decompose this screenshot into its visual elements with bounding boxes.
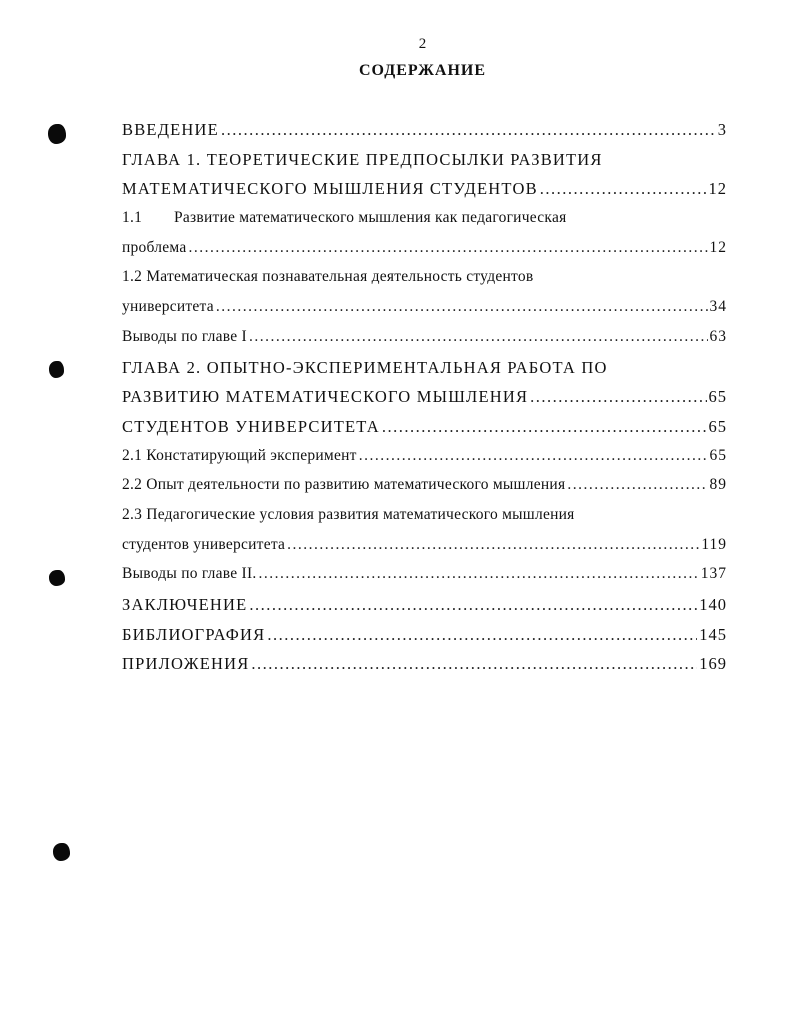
toc-entry-section-1-1-cont[interactable]: [122, 239, 727, 269]
toc-entry-text: ВВЕДЕНИЕ: [122, 120, 219, 139]
toc-page-number: 65: [709, 446, 727, 464]
toc-entry-text: Выводы по главе I: [122, 327, 247, 345]
toc-page-number: 12: [709, 238, 727, 256]
toc-page-number: 169: [699, 654, 727, 674]
toc-entry-chapter-1-cont[interactable]: [122, 179, 727, 209]
toc-entry-text: СТУДЕНТОВ УНИВЕРСИТЕТА: [122, 416, 380, 436]
leader-dots: [540, 179, 707, 199]
leader-dots: [221, 120, 716, 140]
toc-entry-text: 2.3 Педагогические условия развития математического мышления: [122, 505, 575, 523]
leader-dots: [267, 625, 697, 645]
toc-entry-conclusions-2[interactable]: [122, 565, 727, 595]
toc-entry-text: университета: [122, 298, 214, 316]
leader-dots: [249, 595, 697, 615]
toc-page-number: 140: [699, 595, 727, 614]
page-title: СОДЕРЖАНИЕ: [358, 62, 487, 79]
toc-entry-text: ЗАКЛЮЧЕНИЕ: [122, 595, 248, 614]
toc-entry-chapter-2-cont[interactable]: [122, 387, 727, 417]
toc-page-number: 3: [717, 120, 727, 139]
toc-entry-text: проблема: [122, 238, 187, 256]
hole-punch-mark: [53, 843, 70, 861]
hole-punch-mark: [48, 124, 66, 144]
toc-entry-introduction[interactable]: [122, 120, 727, 150]
toc-entry-section-2-3[interactable]: [122, 506, 727, 536]
toc-entry-text: РАЗВИТИЮ МАТЕМАТИЧЕСКОГО МЫШЛЕНИЯ: [122, 387, 529, 407]
toc-entry-text: БИБЛИОГРАФИЯ: [122, 624, 266, 644]
toc-page-number: 89: [709, 476, 727, 494]
leader-dots: [567, 476, 707, 494]
toc-entry-conclusion[interactable]: [122, 595, 727, 625]
toc-entry-section-1-2-cont[interactable]: [122, 298, 727, 328]
toc-page-number: 137: [700, 565, 727, 583]
toc-entry-section-2-1[interactable]: [122, 447, 727, 477]
toc-entry-section-2-3-cont[interactable]: [122, 536, 727, 566]
hole-punch-mark: [49, 361, 64, 378]
toc-entry-text: ПРИЛОЖЕНИЯ: [122, 654, 250, 674]
leader-dots: [382, 417, 707, 437]
toc-entry-chapter-2[interactable]: [122, 358, 727, 388]
leader-dots: [251, 654, 697, 674]
toc-entry-text: студентов университета: [122, 535, 286, 553]
toc-page-number: 34: [709, 298, 727, 316]
page-number: 2: [418, 36, 427, 52]
leader-dots: [216, 298, 708, 316]
toc-entry-text: 2.2 Опыт деятельности по развитию математического мышления: [122, 476, 566, 494]
toc-entry-section-1-2[interactable]: [122, 268, 727, 298]
leader-dots: [530, 387, 706, 407]
leader-dots: [359, 447, 708, 465]
toc-entry-appendices[interactable]: [122, 654, 727, 684]
toc-entry-text: ГЛАВА 2. ОПЫТНО-ЭКСПЕРИМЕНТАЛЬНАЯ РАБОТА ПО: [122, 357, 608, 377]
toc-entry-text: 2.1 Констатирующий эксперимент: [122, 446, 357, 464]
toc-section-number: 1.1: [122, 209, 143, 227]
leader-dots: [258, 565, 698, 583]
leader-dots: [287, 536, 699, 554]
leader-dots: [189, 239, 708, 257]
toc-entry-text: МАТЕМАТИЧЕСКОГО МЫШЛЕНИЯ СТУДЕНТОВ: [122, 179, 538, 199]
toc-entry-section-2-2[interactable]: [122, 476, 727, 506]
toc-page-number: 65: [708, 387, 727, 407]
toc-entry-conclusions-1[interactable]: [122, 328, 727, 358]
leader-dots: [249, 328, 708, 346]
toc-page-number: 119: [701, 535, 727, 553]
toc-page-number: 145: [699, 624, 727, 644]
toc-entry-chapter-2-cont-2[interactable]: [122, 417, 727, 447]
hole-punch-mark: [49, 570, 65, 586]
toc-page-number: 63: [709, 327, 727, 345]
toc-entry-text: ГЛАВА 1. ТЕОРЕТИЧЕСКИЕ ПРЕДПОСЫЛКИ РАЗВИТИЯ: [122, 149, 603, 169]
toc-entry-section-1-1[interactable]: [122, 209, 727, 239]
toc-page-number: 12: [708, 179, 727, 199]
toc-page-number: 65: [708, 416, 727, 436]
toc-entry-bibliography[interactable]: [122, 625, 727, 655]
toc-entry-text: Развитие математического мышления как педагогическая: [174, 209, 567, 227]
toc-entry-text: Выводы по главе II.: [122, 565, 257, 583]
toc-entry-text: 1.2 Математическая познавательная деятельность студентов: [122, 268, 534, 286]
toc-entry-chapter-1[interactable]: [122, 150, 727, 180]
table-of-contents: [122, 120, 727, 684]
